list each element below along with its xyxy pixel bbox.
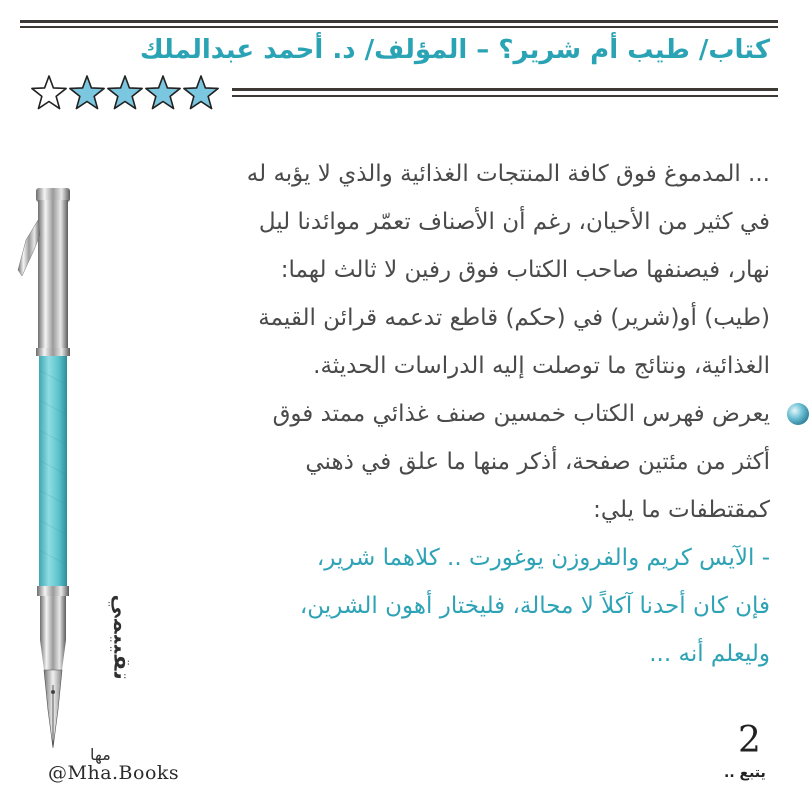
- body-line: أكثر من مئتين صفحة، أذكر منها ما علق في ذهني: [305, 449, 770, 475]
- quote-line: فإن كان أحدنا آكلاً لا محالة، فليختار أهون الشرين،: [299, 593, 770, 619]
- account-handle: @Mha.Books: [48, 762, 180, 784]
- page-number: 2: [738, 720, 761, 761]
- star-icon-filled: [184, 76, 218, 109]
- signature-vertical-text: تقييمي: [108, 594, 136, 681]
- bullet-dot-icon: [786, 402, 810, 426]
- continued-label: يتبع ..: [724, 765, 766, 781]
- body-line: الغذائية، ونتائج ما توصلت إليه الدراسات الحديثة.: [313, 353, 770, 379]
- star-rating: [28, 74, 228, 114]
- header-rule-bottom-thin: [232, 95, 778, 97]
- body-line: في كثير من الأحيان، رغم أن الأصناف تعمّر موائدنا ليل: [258, 209, 770, 235]
- body-line: كمقتطفات ما يلي:: [593, 497, 770, 523]
- body-line: نهار، فيصنفها صاحب الكتاب فوق رفين لا ثالث لهما:: [280, 257, 770, 283]
- quote-line: - الآيس كريم والفروزن يوغورت .. كلاهما شرير،: [316, 545, 770, 571]
- body-line: (طيب) أو(شرير) في (حكم) قاطع تدعمه قرائن القيمة: [258, 305, 770, 331]
- body-line-bulleted: [110, 390, 770, 438]
- page-title: كتاب/ طيب أم شرير؟ – المؤلف/ د. أحمد عبدالملك: [139, 35, 770, 65]
- star-icon-empty: [32, 76, 66, 109]
- star-icon-filled: [70, 76, 104, 109]
- star-icon-filled: [108, 76, 142, 109]
- pen-illustration: [8, 180, 88, 760]
- header-rule-bottom: [232, 88, 778, 91]
- body-line-text: يعرض فهرس الكتاب خمسين صنف غذائي ممتد فوق: [272, 401, 770, 427]
- quote-line: وليعلم أنه ...: [649, 641, 770, 667]
- body-line: ... المدموغ فوق كافة المنتجات الغذائية والذي لا يؤبه له: [246, 161, 770, 187]
- header-rule-top: [20, 20, 778, 23]
- author-signature: مها: [90, 745, 111, 764]
- review-body: [108, 150, 770, 681]
- star-icon-filled: [146, 76, 180, 109]
